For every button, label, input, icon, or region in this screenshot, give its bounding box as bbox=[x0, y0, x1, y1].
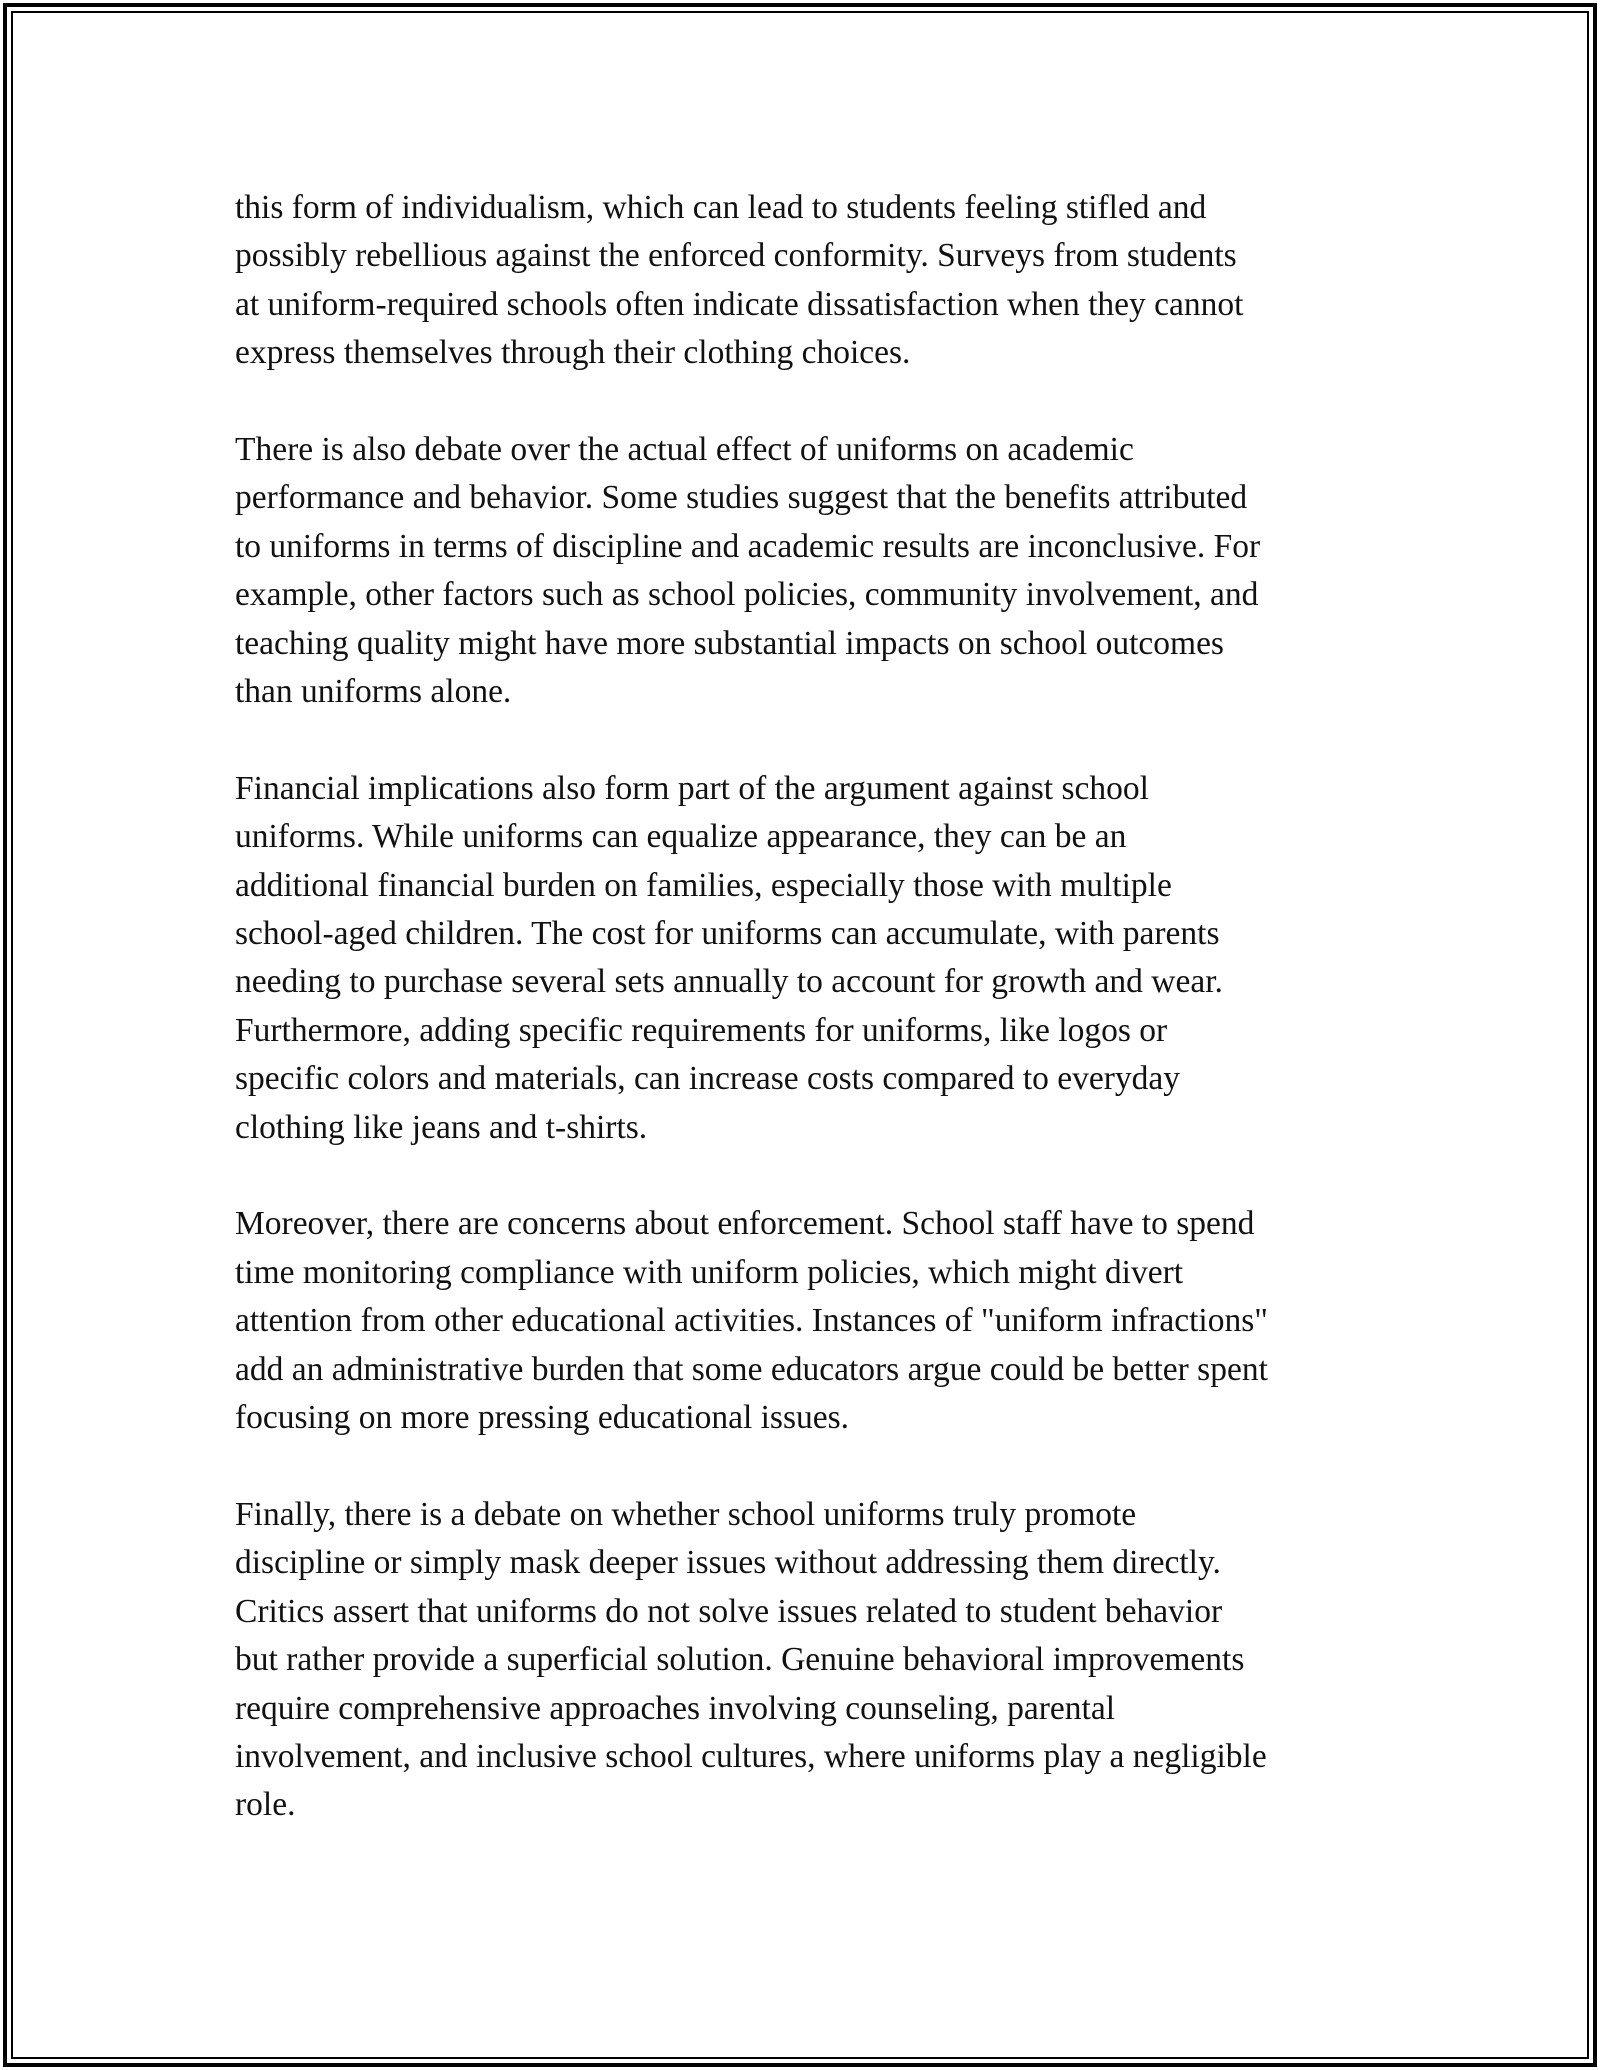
text-line: to uniforms in terms of discipline and academic results are inconclusive. For bbox=[235, 527, 1261, 565]
text-line: focusing on more pressing educational issues. bbox=[235, 1399, 850, 1437]
text-line: attention from other educational activities. Instances of "uniform infractions" bbox=[235, 1302, 1268, 1340]
text-line: clothing like jeans and t-shirts. bbox=[235, 1108, 648, 1146]
paragraph bbox=[235, 1491, 1375, 1830]
document-body bbox=[235, 184, 1375, 1878]
text-line: Financial implications also form part of the argument against school bbox=[235, 769, 1149, 807]
text-line: Finally, there is a debate on whether school uniforms truly promote bbox=[235, 1495, 1137, 1533]
text-line: role. bbox=[235, 1786, 296, 1824]
text-line: Critics assert that uniforms do not solve issues related to student behavior bbox=[235, 1592, 1223, 1630]
paragraph bbox=[235, 184, 1375, 378]
paragraph bbox=[235, 1200, 1375, 1442]
text-line: Moreover, there are concerns about enforcement. School staff have to spend bbox=[235, 1205, 1255, 1243]
text-line: needing to purchase several sets annually to account for growth and wear. bbox=[235, 963, 1223, 1001]
text-line: teaching quality might have more substantial impacts on school outcomes bbox=[235, 624, 1224, 662]
text-line: time monitoring compliance with uniform policies, which might divert bbox=[235, 1253, 1184, 1291]
text-line: There is also debate over the actual effect of uniforms on academic bbox=[235, 431, 1134, 469]
paragraph bbox=[235, 765, 1375, 1152]
text-line: at uniform-required schools often indicate dissatisfaction when they cannot bbox=[235, 285, 1244, 323]
text-line: uniforms. While uniforms can equalize appearance, they can be an bbox=[235, 818, 1127, 856]
text-line: example, other factors such as school policies, community involvement, and bbox=[235, 576, 1259, 614]
text-line: possibly rebellious against the enforced conformity. Surveys from students bbox=[235, 237, 1237, 275]
text-line: Furthermore, adding specific requirements for uniforms, like logos or bbox=[235, 1011, 1168, 1049]
text-line: discipline or simply mask deeper issues without addressing them directly. bbox=[235, 1544, 1221, 1582]
text-line: involvement, and inclusive school cultures, where uniforms play a negligible bbox=[235, 1737, 1267, 1775]
text-line: this form of individualism, which can lead to students feeling stifled and bbox=[235, 189, 1207, 226]
text-line: specific colors and materials, can increase costs compared to everyday bbox=[235, 1060, 1181, 1098]
text-line: require comprehensive approaches involving counseling, parental bbox=[235, 1689, 1115, 1727]
text-line: school-aged children. The cost for uniforms can accumulate, with parents bbox=[235, 915, 1220, 953]
text-line: add an administrative burden that some educators argue could be better spent bbox=[235, 1350, 1268, 1388]
text-line: express themselves through their clothing choices. bbox=[235, 334, 911, 372]
text-line: performance and behavior. Some studies suggest that the benefits attributed bbox=[235, 479, 1248, 517]
paragraph bbox=[235, 426, 1375, 716]
text-line: than uniforms alone. bbox=[235, 673, 512, 711]
text-line: additional financial burden on families, especially those with multiple bbox=[235, 866, 1172, 904]
text-line: but rather provide a superficial solution. Genuine behavioral improvements bbox=[235, 1641, 1245, 1679]
